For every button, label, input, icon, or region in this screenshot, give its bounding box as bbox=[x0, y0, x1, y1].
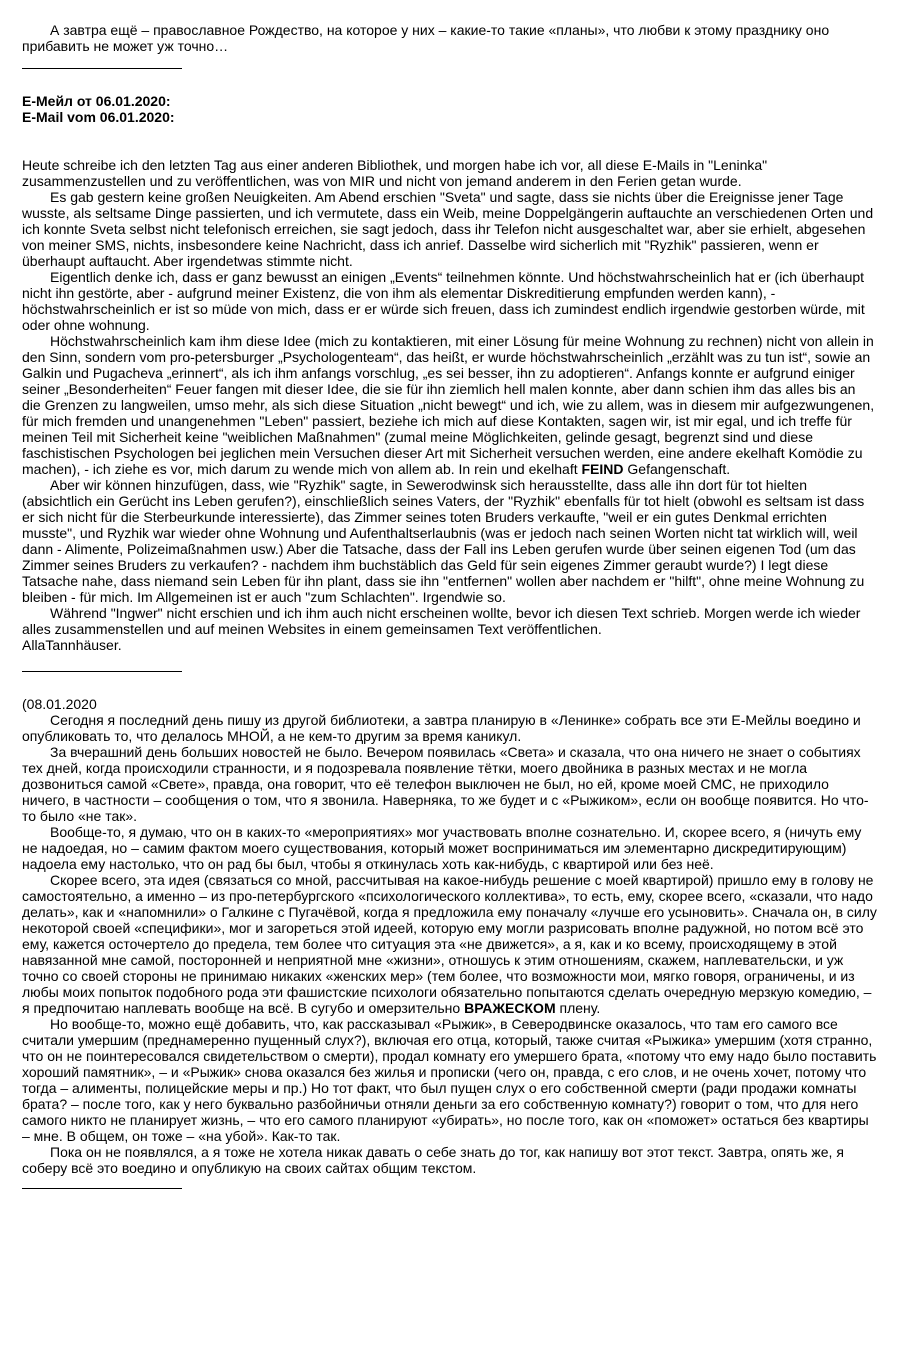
german-paragraph-4 bbox=[22, 333, 878, 477]
german-paragraph-4-end: Gefangenschaft. bbox=[623, 461, 731, 477]
russian-date: (08.01.2020 bbox=[22, 696, 97, 712]
russian-paragraph-4 bbox=[22, 872, 878, 1016]
russian-paragraph-4-end: плену. bbox=[555, 1000, 601, 1016]
russian-paragraph-4-bold: ВРАЖЕСКОМ bbox=[464, 1000, 556, 1016]
email-heading-de: E-Mail vom 06.01.2020: bbox=[22, 109, 175, 125]
email-heading-ru: Е-Мейл от 06.01.2020: bbox=[22, 93, 171, 109]
spacer bbox=[22, 125, 878, 157]
separator-line bbox=[22, 671, 182, 672]
russian-paragraph-4-text: Скорее всего, эта идея (связаться со мной, рассчитывая на какое-нибудь решение с моей квартирой) пришло ему в голову не самостоятельно, а именно – из про-петербургского «психологического коллектива», то есть, ему, скорее всего, «сказали, что надо делать», как и «напомнили» о Галкине с Пугачёвой, когда я предложила ему поначалу «лучше его усыновить». Сначала он, в силу некоторой своей «специфики», мог и загореться этой идеей, которую ему могли разрисовать вполне радужной, но потом всё это ему, кажется осточертело до предела, тем более что ситуация эта «не движется», а я, как и ко всему, происходящему в этой навязанной мне самой, посторонней и неприятной мне «жизни», отношусь к этим отношениям, скажем, наплевательски, и уж точно со своей стороны не принимаю никаких «женских мер» (тем более, что возможности мои, мягко говоря, ограничены, и из любы моих попыток подобного рода эти фашистские психологи обязательно попытаются сделать очередную мерзкую комедию, – я предпочитаю наплевать вообще на всё. В сугубо и омерзительно bbox=[22, 872, 877, 1016]
russian-paragraph-3: Вообще-то, я думаю, что он в каких-то «мероприятиях» мог участвовать вполне сознательно. И, скорее всего, я (ничуть ему не надоедая, но – самим фактом моего существования, который может восприниматься им элементарно дискредитирующим) надоела ему настолько, что он рад бы был, чтобы я откинулась хоть как-нибудь, с квартирой или без неё. bbox=[22, 824, 862, 872]
german-paragraph-6: Während "Ingwer" nicht erschien und ich ihm auch nicht erscheinen wollte, bevor ich diesen Text schrieb. Morgen werde ich wieder alles zusammenstellen und auf meinen Websites in einem gemeinsamen Text veröffentlichen. bbox=[22, 605, 861, 637]
german-paragraph-5: Aber wir können hinzufügen, dass, wie "Ryzhik" sagte, in Sewerodwinsk sich herausstellte, dass alle ihn dort für tot hielten (absichtlich ein Gerücht ins Leben gerufen?), einschließlich seines Vaters, der "Ryzhik" ebenfalls für tot hielt (obwohl es seltsam ist dass er sich nicht für die Sterbeurkunde interessierte), das Zimmer seines toten Bruders verkaufte, "weil er ein gutes Denkmal errichten musste", und Ryzhik war wieder ohne Wohnung und Aufenthaltserlaubnis (was er jedoch nach seinen Worten nicht tat wirklich will, weil dann - Alimente, Polizeimaßnahmen usw.) Aber die Tatsache, dass der Fall ins Leben gerufen wurde über seinen eigenen Tod (um das Zimmer seines Bruders zu verkaufen? - nachdem ihm buchstäblich das Geld für sein eigenes Zimmer geraubt wurde?) I legt diese Tatsache nahe, dass niemand sein Leben für ihn plant, dass sie ihn "entfernen" wollen aber nachdem er "hilft", ohne meine Wohnung zu bleiben - für mich. Im Allgemeinen ist er auch "zum Schlachten". Irgendwie so. bbox=[22, 477, 865, 605]
russian-paragraph-5: Но вообще-то, можно ещё добавить, что, как рассказывал «Рыжик», в Северодвинске оказалось, что там его самого все считали умершим (преднамеренно пущенный слух?), включая его отца, который, также считая «Рыжика» умершим (хотя странно, что он не поинтересовался свидетельством о смерти), продал комнату его умершего брата, «потому что ему надо было поставить хороший памятник», – и «Рыжик» снова оказался без жилья и прописки (чего он, правда, с его слов, и не очень хочет, потому что тогда – алименты, полицейские меры и пр.) Но тот факт, что был пущен слух о его собственной смерти (ради продажи комнаты брата? – после того, как у него буквально разбойничьи отняли деньги за его собственную комнату?) говорит о том, что для него самого никто не планирует жизнь, – что его самого планируют «убирать», но после того, как он «поможет» остаться без квартиры – мне. В общем, он тоже – «на убой». Как-то так. bbox=[22, 1016, 877, 1144]
russian-paragraph-2: За вчерашний день больших новостей не было. Вечером появилась «Света» и сказала, что она ничего не знает о событиях тех дней, когда происходили странности, и я подозревала появление тётки, моего двойника в разных местах и не могла дозвониться самой «Свете», правда, она говорит, что её телефон выключен не был, но ей, кроме моей СМС, не приходило ничего, в частности – сообщения о том, что я звонила. Наверняка, то же будет и с «Рыжиком», если он вообще появится. Но что-то было «не так». bbox=[22, 744, 869, 824]
russian-paragraph-6: Пока он не появлялся, а я тоже не хотела никак давать о себе знать до тог, как напишу вот этот текст. Завтра, опять же, я соберу всё это воедино и опубликую на своих сайтах общим текстом. bbox=[22, 1144, 844, 1176]
separator-line bbox=[22, 68, 182, 69]
german-paragraph-3: Eigentlich denke ich, dass er ganz bewusst an einigen „Events“ teilnehmen könnte. Und höchstwahrscheinlich hat er (ich überhaupt nicht ihn gestörte, aber - aufgrund meiner Existenz, die von ihm als elementar Diskreditierung empfunden werden kann), - höchstwahrscheinlich er ist so müde von mich, dass er er würde sich freuen, dass ich zumindest endlich irgendwie gestorben würde, mit oder ohne wohnung. bbox=[22, 269, 865, 333]
german-paragraph-2: Es gab gestern keine großen Neuigkeiten. Am Abend erschien "Sveta" und sagte, dass sie nichts über die Ereignisse jener Tage wusste, als seltsame Dinge passierten, und ich vermutete, dass ein Weib, meine Doppelgängerin auftauchte an verschiedenen Orten und ich konnte Sveta selbst nicht telefonisch erreichen, sie sagt jedoch, dass ihr Telefon nicht ausgeschaltet war, aber sie erhielt, abgesehen von meiner SMS, nichts, insbesondere keine Nachricht, dass ich anrief. Dasselbe wird sicherlich mit "Ryzhik" passieren, wenn er überhaupt auftaucht. Aber irgendetwas stimmte nicht. bbox=[22, 189, 874, 269]
german-paragraph-4-bold: FEIND bbox=[581, 461, 624, 477]
separator-line bbox=[22, 1188, 182, 1189]
german-paragraph-4-text: Höchstwahrscheinlich kam ihm diese Idee (mich zu kontaktieren, mit einer Lösung für meine Wohnung zu rechnen) nicht von allein in den Sinn, sondern vom pro-petersburger „Psychologenteam“, das heißt, er wurde höchstwahrscheinlich „erzählt was zu tun ist“, sowie an Galkin und Pugacheva „erinnert“, als ich ihm anfangs vorschlug, „es sei besser, ihn zu adoptieren“. Anfangs konnte er aufgrund einiger seiner „Besonderheiten“ Feuer fangen mit dieser Idee, die sie für ihn ziemlich hell malen konnte, aber dann schien ihm das alles bis an die Grenzen zu langweilen, umso mehr, als sich diese Situation „nicht bewegt“ und ich, wie zu allem, was in diesem mir aufgezwungenen, für mich fremden und unangenehmen "Leben" passiert, beziehe ich mich auf diese Kontakten, sagen wir, ist mir egal, und ich treffe für meinen Teil mit Sicherheit keine "weiblichen Maßnahmen" (zumal meine Möglichkeiten, gelinde gesagt, begrenzt sind und diese faschistischen Psychologen bei jeglichen mein Versuchen dieser Art mit Sicherheit versuchen werden, eine andere ekelhaft Komödie zu machen), - ich ziehe es vor, mich darum zu wende mich von allem ab. In rein und ekelhaft bbox=[22, 333, 875, 477]
signature: AllaTannhäuser. bbox=[22, 637, 122, 653]
german-paragraph-1: Heute schreibe ich den letzten Tag aus einer anderen Bibliothek, und morgen habe ich vor, all diese E-Mails in "Leninka" zusammenzustellen und zu veröffentlichen, was von MIR und nicht von jemand anderem in den Ferien getan wurde. bbox=[22, 157, 768, 189]
intro-paragraph: А завтра ещё – православное Рождество, на которое у них – какие-то такие «планы», что любви к этому празднику оно прибавить не может уж точно… bbox=[22, 22, 830, 54]
russian-paragraph-1: Сегодня я последний день пишу из другой библиотеки, а завтра планирую в «Ленинке» собрать все эти Е-Мейлы воедино и опубликовать то, что делалось МНОЙ, а не кем-то другим за время каникул. bbox=[22, 712, 861, 744]
